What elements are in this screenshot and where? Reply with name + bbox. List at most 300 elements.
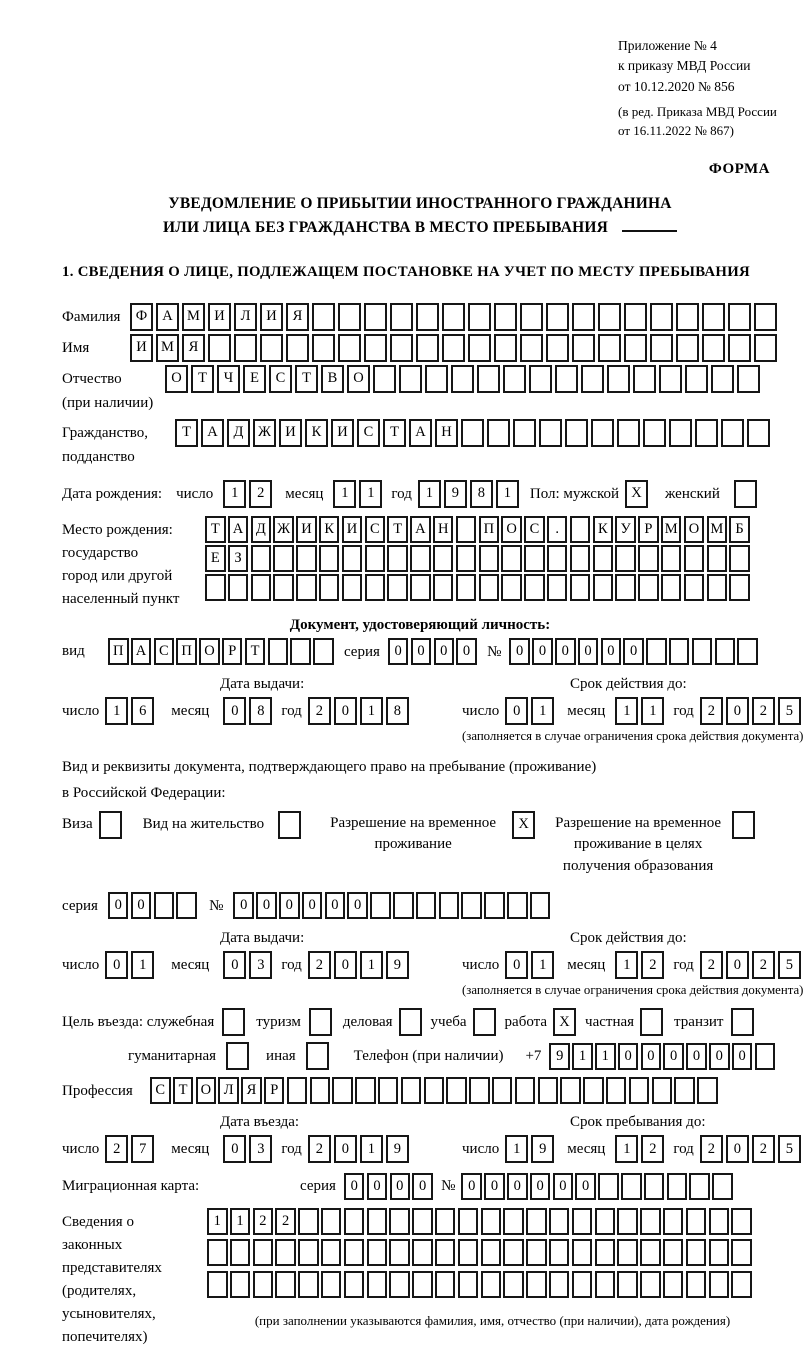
char-cell[interactable] (572, 1271, 593, 1298)
char-cell[interactable]: 0 (555, 638, 576, 665)
char-cell[interactable] (638, 574, 659, 601)
char-cell[interactable] (461, 419, 484, 447)
char-cell[interactable] (617, 419, 640, 447)
char-cell[interactable] (615, 545, 636, 572)
char-cell[interactable]: Б (729, 516, 750, 543)
char-cell[interactable] (468, 334, 491, 362)
char-cell[interactable]: О (165, 365, 188, 393)
char-cell[interactable] (734, 480, 757, 508)
char-cell[interactable] (663, 1271, 684, 1298)
char-cell[interactable] (583, 1077, 604, 1104)
char-cell[interactable] (747, 419, 770, 447)
entry-year-cells[interactable] (308, 1135, 412, 1163)
char-cell[interactable]: 0 (575, 1173, 596, 1200)
char-cell[interactable]: 2 (253, 1208, 274, 1235)
char-cell[interactable]: 0 (108, 892, 129, 919)
char-cell[interactable]: 6 (131, 697, 154, 725)
char-cell[interactable] (555, 365, 578, 393)
char-cell[interactable] (365, 545, 386, 572)
char-cell[interactable]: П (176, 638, 197, 665)
char-cell[interactable] (469, 1077, 490, 1104)
char-cell[interactable]: 0 (509, 638, 530, 665)
char-cell[interactable] (729, 545, 750, 572)
char-cell[interactable] (572, 1208, 593, 1235)
entry-day-cells[interactable] (105, 1135, 157, 1163)
temp-residence-checkbox[interactable] (512, 811, 538, 839)
char-cell[interactable] (425, 365, 448, 393)
char-cell[interactable] (593, 545, 614, 572)
char-cell[interactable] (549, 1271, 570, 1298)
char-cell[interactable] (208, 334, 231, 362)
char-cell[interactable] (686, 1271, 707, 1298)
char-cell[interactable] (387, 574, 408, 601)
char-cell[interactable]: 8 (470, 480, 493, 508)
char-cell[interactable]: 0 (131, 892, 152, 919)
char-cell[interactable]: Я (182, 334, 205, 362)
char-cell[interactable]: А (410, 516, 431, 543)
residence-valid-month-cells[interactable] (615, 951, 667, 979)
char-cell[interactable] (290, 638, 311, 665)
char-cell[interactable]: О (501, 516, 522, 543)
char-cell[interactable]: И (296, 516, 317, 543)
char-cell[interactable]: О (199, 638, 220, 665)
char-cell[interactable] (321, 1208, 342, 1235)
char-cell[interactable] (342, 545, 363, 572)
char-cell[interactable] (669, 638, 690, 665)
char-cell[interactable] (702, 334, 725, 362)
char-cell[interactable] (520, 334, 543, 362)
birthplace-row2-cells[interactable] (205, 545, 752, 572)
char-cell[interactable] (607, 365, 630, 393)
char-cell[interactable]: 0 (484, 1173, 505, 1200)
char-cell[interactable] (754, 334, 777, 362)
char-cell[interactable] (731, 1239, 752, 1266)
char-cell[interactable] (401, 1077, 422, 1104)
profession-cells[interactable] (150, 1077, 720, 1104)
char-cell[interactable]: 2 (308, 951, 331, 979)
identity-number-cells[interactable] (509, 638, 760, 665)
sex-female-checkbox[interactable] (734, 480, 760, 508)
char-cell[interactable] (298, 1208, 319, 1235)
char-cell[interactable]: 0 (334, 951, 357, 979)
char-cell[interactable] (633, 365, 656, 393)
char-cell[interactable] (572, 303, 595, 331)
char-cell[interactable] (298, 1271, 319, 1298)
char-cell[interactable] (273, 574, 294, 601)
char-cell[interactable] (399, 1008, 422, 1036)
birth-month-cells[interactable] (333, 480, 385, 508)
char-cell[interactable]: С (150, 1077, 171, 1104)
char-cell[interactable]: Л (218, 1077, 239, 1104)
stay-month-cells[interactable] (615, 1135, 667, 1163)
char-cell[interactable] (99, 811, 122, 839)
char-cell[interactable]: 0 (709, 1043, 730, 1070)
char-cell[interactable]: Р (638, 516, 659, 543)
char-cell[interactable] (684, 574, 705, 601)
char-cell[interactable] (416, 892, 437, 919)
char-cell[interactable] (278, 811, 301, 839)
char-cell[interactable]: 5 (778, 1135, 801, 1163)
char-cell[interactable] (570, 545, 591, 572)
char-cell[interactable] (442, 334, 465, 362)
char-cell[interactable]: 2 (752, 1135, 775, 1163)
char-cell[interactable]: 0 (367, 1173, 388, 1200)
char-cell[interactable] (389, 1208, 410, 1235)
char-cell[interactable] (230, 1271, 251, 1298)
char-cell[interactable] (624, 334, 647, 362)
char-cell[interactable]: 0 (530, 1173, 551, 1200)
char-cell[interactable]: Т (245, 638, 266, 665)
char-cell[interactable] (501, 574, 522, 601)
char-cell[interactable]: X (625, 480, 648, 508)
char-cell[interactable]: 0 (302, 892, 323, 919)
char-cell[interactable]: 0 (411, 638, 432, 665)
char-cell[interactable]: 2 (308, 1135, 331, 1163)
char-cell[interactable] (638, 545, 659, 572)
char-cell[interactable]: С (365, 516, 386, 543)
char-cell[interactable] (416, 303, 439, 331)
char-cell[interactable]: 0 (105, 951, 128, 979)
char-cell[interactable] (547, 574, 568, 601)
char-cell[interactable]: 0 (461, 1173, 482, 1200)
char-cell[interactable]: 3 (249, 951, 272, 979)
char-cell[interactable] (468, 303, 491, 331)
char-cell[interactable]: 9 (386, 1135, 409, 1163)
char-cell[interactable]: X (553, 1008, 576, 1036)
char-cell[interactable]: 9 (531, 1135, 554, 1163)
char-cell[interactable] (355, 1077, 376, 1104)
char-cell[interactable] (539, 419, 562, 447)
char-cell[interactable]: У (615, 516, 636, 543)
char-cell[interactable] (389, 1239, 410, 1266)
char-cell[interactable] (387, 545, 408, 572)
char-cell[interactable] (503, 1271, 524, 1298)
char-cell[interactable] (205, 574, 226, 601)
char-cell[interactable] (321, 1271, 342, 1298)
char-cell[interactable] (365, 574, 386, 601)
char-cell[interactable] (546, 303, 569, 331)
char-cell[interactable]: 0 (726, 951, 749, 979)
char-cell[interactable]: 0 (223, 697, 246, 725)
char-cell[interactable]: 1 (531, 697, 554, 725)
char-cell[interactable]: 1 (360, 951, 383, 979)
char-cell[interactable]: 1 (572, 1043, 593, 1070)
residence-issue-year-cells[interactable] (308, 951, 412, 979)
char-cell[interactable] (435, 1271, 456, 1298)
char-cell[interactable] (456, 516, 477, 543)
char-cell[interactable] (344, 1208, 365, 1235)
char-cell[interactable] (560, 1077, 581, 1104)
char-cell[interactable] (287, 1077, 308, 1104)
char-cell[interactable] (529, 365, 552, 393)
char-cell[interactable] (663, 1208, 684, 1235)
char-cell[interactable] (479, 545, 500, 572)
char-cell[interactable] (410, 545, 431, 572)
char-cell[interactable]: 5 (778, 697, 801, 725)
char-cell[interactable]: Т (205, 516, 226, 543)
char-cell[interactable]: 0 (279, 892, 300, 919)
char-cell[interactable] (458, 1239, 479, 1266)
char-cell[interactable]: 0 (505, 951, 528, 979)
char-cell[interactable]: 2 (700, 697, 723, 725)
char-cell[interactable] (296, 545, 317, 572)
char-cell[interactable]: 9 (386, 951, 409, 979)
char-cell[interactable] (321, 1239, 342, 1266)
char-cell[interactable] (640, 1208, 661, 1235)
char-cell[interactable] (230, 1239, 251, 1266)
char-cell[interactable]: 1 (105, 697, 128, 725)
char-cell[interactable]: 0 (726, 1135, 749, 1163)
char-cell[interactable] (503, 1208, 524, 1235)
char-cell[interactable] (494, 303, 517, 331)
char-cell[interactable] (689, 1173, 710, 1200)
char-cell[interactable] (154, 892, 175, 919)
char-cell[interactable]: С (524, 516, 545, 543)
char-cell[interactable] (501, 545, 522, 572)
char-cell[interactable] (373, 365, 396, 393)
char-cell[interactable] (524, 574, 545, 601)
char-cell[interactable] (378, 1077, 399, 1104)
char-cell[interactable]: 1 (418, 480, 441, 508)
char-cell[interactable] (686, 1208, 707, 1235)
char-cell[interactable] (659, 365, 682, 393)
char-cell[interactable] (591, 419, 614, 447)
char-cell[interactable]: 1 (360, 697, 383, 725)
char-cell[interactable] (481, 1208, 502, 1235)
identity-valid-year-cells[interactable] (700, 697, 804, 725)
char-cell[interactable] (176, 892, 197, 919)
char-cell[interactable]: 1 (230, 1208, 251, 1235)
char-cell[interactable] (367, 1208, 388, 1235)
char-cell[interactable] (456, 545, 477, 572)
migration-number-cells[interactable] (461, 1173, 735, 1200)
char-cell[interactable] (412, 1271, 433, 1298)
char-cell[interactable] (492, 1077, 513, 1104)
char-cell[interactable]: С (357, 419, 380, 447)
char-cell[interactable]: Т (295, 365, 318, 393)
char-cell[interactable] (646, 638, 667, 665)
char-cell[interactable]: 0 (388, 638, 409, 665)
char-cell[interactable] (684, 545, 705, 572)
char-cell[interactable] (617, 1271, 638, 1298)
birthplace-row3-cells[interactable] (205, 574, 752, 601)
purpose-tourism-checkbox[interactable] (309, 1008, 335, 1036)
char-cell[interactable] (524, 545, 545, 572)
char-cell[interactable] (737, 638, 758, 665)
representatives-row1-cells[interactable] (207, 1208, 754, 1235)
char-cell[interactable] (442, 303, 465, 331)
sex-male-checkbox[interactable] (625, 480, 651, 508)
char-cell[interactable] (650, 334, 673, 362)
representatives-row3-cells[interactable] (207, 1271, 754, 1298)
char-cell[interactable]: И (208, 303, 231, 331)
identity-issue-day-cells[interactable] (105, 697, 157, 725)
char-cell[interactable]: Ж (273, 516, 294, 543)
residence-permit-checkbox[interactable] (278, 811, 304, 839)
char-cell[interactable] (458, 1271, 479, 1298)
char-cell[interactable] (621, 1173, 642, 1200)
purpose-transit-checkbox[interactable] (731, 1008, 757, 1036)
char-cell[interactable] (674, 1077, 695, 1104)
char-cell[interactable] (342, 574, 363, 601)
char-cell[interactable]: К (593, 516, 614, 543)
char-cell[interactable]: 1 (359, 480, 382, 508)
firstname-cells[interactable] (130, 334, 780, 362)
char-cell[interactable]: 0 (334, 1135, 357, 1163)
char-cell[interactable] (319, 574, 340, 601)
char-cell[interactable] (439, 892, 460, 919)
stay-year-cells[interactable] (700, 1135, 804, 1163)
char-cell[interactable] (435, 1239, 456, 1266)
char-cell[interactable]: 0 (726, 697, 749, 725)
char-cell[interactable] (547, 545, 568, 572)
char-cell[interactable] (310, 1077, 331, 1104)
char-cell[interactable] (286, 334, 309, 362)
char-cell[interactable] (338, 334, 361, 362)
char-cell[interactable] (487, 419, 510, 447)
char-cell[interactable] (389, 1271, 410, 1298)
char-cell[interactable]: X (512, 811, 535, 839)
char-cell[interactable]: 9 (444, 480, 467, 508)
char-cell[interactable] (251, 574, 272, 601)
char-cell[interactable] (412, 1208, 433, 1235)
char-cell[interactable] (410, 574, 431, 601)
char-cell[interactable] (319, 545, 340, 572)
char-cell[interactable] (390, 303, 413, 331)
char-cell[interactable]: П (479, 516, 500, 543)
char-cell[interactable] (667, 1173, 688, 1200)
char-cell[interactable]: Т (173, 1077, 194, 1104)
char-cell[interactable]: 0 (325, 892, 346, 919)
char-cell[interactable] (663, 1239, 684, 1266)
char-cell[interactable] (549, 1208, 570, 1235)
char-cell[interactable]: 1 (360, 1135, 383, 1163)
char-cell[interactable]: 1 (131, 951, 154, 979)
char-cell[interactable] (644, 1173, 665, 1200)
char-cell[interactable] (399, 365, 422, 393)
identity-issue-year-cells[interactable] (308, 697, 412, 725)
char-cell[interactable]: 0 (456, 638, 477, 665)
char-cell[interactable]: Т (387, 516, 408, 543)
char-cell[interactable]: О (347, 365, 370, 393)
char-cell[interactable]: 1 (207, 1208, 228, 1235)
char-cell[interactable] (458, 1208, 479, 1235)
char-cell[interactable]: И (331, 419, 354, 447)
char-cell[interactable] (503, 1239, 524, 1266)
char-cell[interactable] (572, 1239, 593, 1266)
char-cell[interactable] (617, 1239, 638, 1266)
char-cell[interactable] (661, 574, 682, 601)
char-cell[interactable]: П (108, 638, 129, 665)
char-cell[interactable] (228, 574, 249, 601)
char-cell[interactable]: 1 (615, 1135, 638, 1163)
char-cell[interactable]: 3 (249, 1135, 272, 1163)
char-cell[interactable]: И (279, 419, 302, 447)
char-cell[interactable] (598, 303, 621, 331)
char-cell[interactable] (731, 1208, 752, 1235)
char-cell[interactable]: Ф (130, 303, 153, 331)
char-cell[interactable]: О (684, 516, 705, 543)
char-cell[interactable]: 1 (531, 951, 554, 979)
char-cell[interactable]: 1 (615, 951, 638, 979)
char-cell[interactable] (640, 1239, 661, 1266)
char-cell[interactable]: 0 (578, 638, 599, 665)
char-cell[interactable] (477, 365, 500, 393)
char-cell[interactable] (507, 892, 528, 919)
char-cell[interactable] (755, 1043, 776, 1070)
temp-residence-education-checkbox[interactable] (732, 811, 758, 839)
char-cell[interactable]: 2 (752, 951, 775, 979)
char-cell[interactable] (546, 334, 569, 362)
char-cell[interactable]: Р (264, 1077, 285, 1104)
char-cell[interactable]: Е (205, 545, 226, 572)
char-cell[interactable]: 0 (223, 1135, 246, 1163)
char-cell[interactable]: И (342, 516, 363, 543)
char-cell[interactable]: А (228, 516, 249, 543)
char-cell[interactable]: М (182, 303, 205, 331)
char-cell[interactable] (332, 1077, 353, 1104)
char-cell[interactable] (461, 892, 482, 919)
residence-valid-day-cells[interactable] (505, 951, 557, 979)
char-cell[interactable] (715, 638, 736, 665)
purpose-work-checkbox[interactable] (553, 1008, 579, 1036)
char-cell[interactable] (686, 1239, 707, 1266)
char-cell[interactable]: А (409, 419, 432, 447)
char-cell[interactable] (707, 545, 728, 572)
char-cell[interactable] (695, 419, 718, 447)
citizenship-cells[interactable] (175, 419, 773, 447)
char-cell[interactable] (446, 1077, 467, 1104)
purpose-other-checkbox[interactable] (306, 1042, 332, 1070)
birth-day-cells[interactable] (223, 480, 275, 508)
char-cell[interactable]: С (269, 365, 292, 393)
char-cell[interactable]: И (260, 303, 283, 331)
char-cell[interactable] (473, 1008, 496, 1036)
char-cell[interactable] (253, 1239, 274, 1266)
purpose-business-checkbox[interactable] (399, 1008, 425, 1036)
char-cell[interactable] (296, 574, 317, 601)
char-cell[interactable]: 0 (334, 697, 357, 725)
char-cell[interactable] (412, 1239, 433, 1266)
char-cell[interactable] (364, 303, 387, 331)
char-cell[interactable] (731, 1271, 752, 1298)
char-cell[interactable]: В (321, 365, 344, 393)
char-cell[interactable]: Т (175, 419, 198, 447)
purpose-private-checkbox[interactable] (640, 1008, 666, 1036)
char-cell[interactable]: 2 (275, 1208, 296, 1235)
char-cell[interactable]: 5 (778, 951, 801, 979)
char-cell[interactable]: 0 (233, 892, 254, 919)
char-cell[interactable] (729, 574, 750, 601)
birth-year-cells[interactable] (418, 480, 522, 508)
char-cell[interactable] (606, 1077, 627, 1104)
char-cell[interactable]: 0 (505, 697, 528, 725)
char-cell[interactable] (222, 1008, 245, 1036)
char-cell[interactable] (435, 1208, 456, 1235)
char-cell[interactable] (737, 365, 760, 393)
surname-cells[interactable] (130, 303, 780, 331)
char-cell[interactable] (253, 1271, 274, 1298)
char-cell[interactable] (732, 811, 755, 839)
char-cell[interactable] (572, 334, 595, 362)
char-cell[interactable] (669, 419, 692, 447)
char-cell[interactable]: 1 (505, 1135, 528, 1163)
char-cell[interactable]: И (130, 334, 153, 362)
char-cell[interactable] (520, 303, 543, 331)
char-cell[interactable]: 0 (507, 1173, 528, 1200)
char-cell[interactable] (728, 334, 751, 362)
char-cell[interactable]: 0 (347, 892, 368, 919)
